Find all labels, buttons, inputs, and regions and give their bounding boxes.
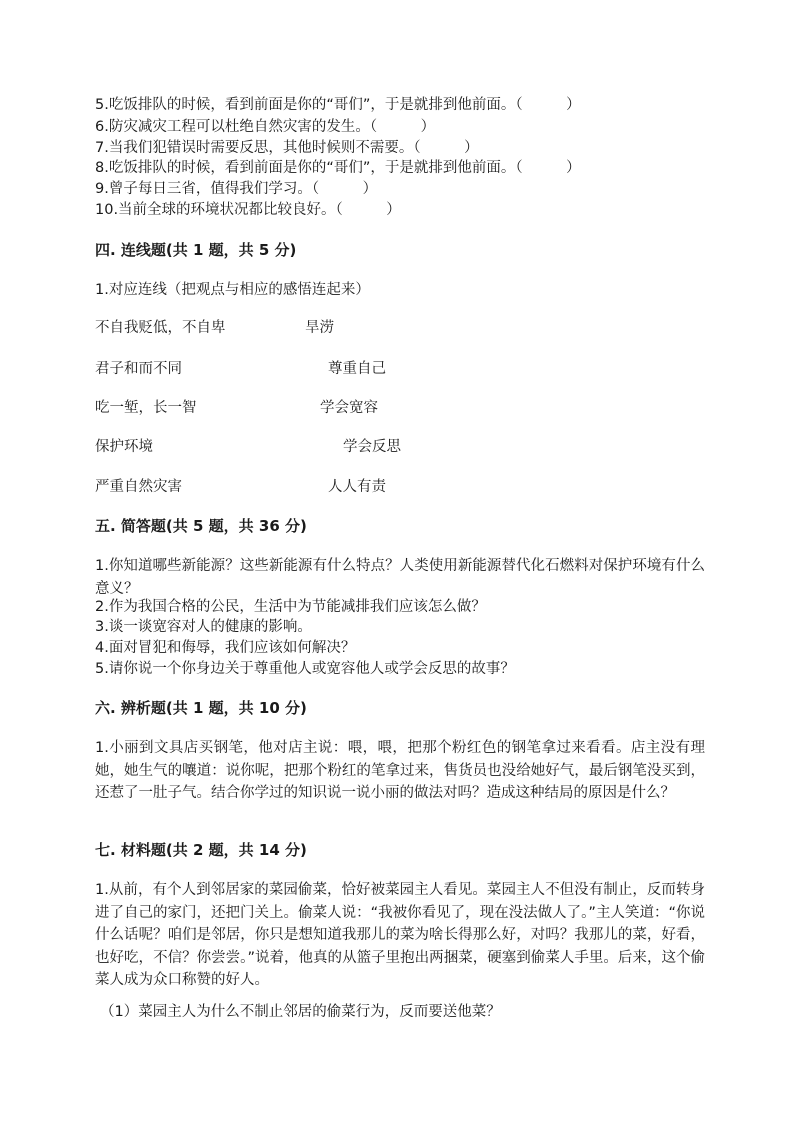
matching-question: 1.对应连线（把观点与相应的感悟连起来） <box>95 282 370 298</box>
matching-left-4: 保护环境 <box>95 439 153 455</box>
matching-right-5: 人人有责 <box>328 479 386 495</box>
section-7-heading: 七. 材料题(共 2 题，共 14 分) <box>95 841 307 859</box>
material-passage: 1.从前，有个人到邻居家的菜园偷菜，恰好被菜园主人看见。菜园主人不但没有制止，反而转身进了自己的家门，还把门关上。偷菜人说：“我被你看见了，现在没法做人了。”主人笑道：“你说什么话呢？咱们是邻居，你只是想知道我那儿的菜为啥长得那么好，对吗？我那儿的菜，好看，也好吃，不信？你尝尝。”说着，他真的从篮子里抱出两捆菜，硬塞到偷菜人手里。后来，这个偷菜人成为众口称赞的好人。 <box>95 882 705 988</box>
short-answer-3: 3.谈一谈宽容对人的健康的影响。 <box>95 619 312 635</box>
matching-right-3: 学会宽容 <box>320 400 378 416</box>
matching-left-2: 君子和而不同 <box>95 361 182 377</box>
judgment-item-8: 8.吃饭排队的时候，看到前面是你的“哥们”，于是就排到他前面。（ ） <box>95 160 581 176</box>
section-5-heading: 五. 简答题(共 5 题，共 36 分) <box>95 517 307 535</box>
matching-right-4: 学会反思 <box>343 439 401 455</box>
short-answer-2: 2.作为我国合格的公民，生活中为节能减排我们应该怎么做？ <box>95 599 486 615</box>
judgment-item-5: 5.吃饭排队的时候，看到前面是你的“哥们”，于是就排到他前面。（ ） <box>95 97 581 113</box>
matching-left-1: 不自我贬低，不自卑 <box>95 320 226 336</box>
judgment-item-6: 6.防灾减灾工程可以杜绝自然灾害的发生。（ ） <box>95 119 436 135</box>
short-answer-4: 4.面对冒犯和侮辱，我们应该如何解决？ <box>95 640 356 656</box>
section-6-heading: 六. 辨析题(共 1 题，共 10 分) <box>95 699 307 717</box>
short-answer-5: 5.请你说一个你身边关于尊重他人或宽容他人或学会反思的故事？ <box>95 661 515 677</box>
judgment-item-7: 7.当我们犯错误时需要反思，其他时候则不需要。（ ） <box>95 140 479 156</box>
matching-right-1: 旱涝 <box>305 320 334 336</box>
judgment-item-9: 9.曾子每日三省，值得我们学习。（ ） <box>95 181 378 197</box>
analysis-question-1: 1.小丽到文具店买钢笔，他对店主说：喂，喂，把那个粉红色的钢笔拿过来看看。店主没有理她，她生气的嚷道：说你呢，把那个粉红的笔拿过来，售货员也没给她好气，最后钢笔没买到，还惹了一肚子气。结合你学过的知识说一说小丽的做法对吗？造成这种结局的原因是什么？ <box>95 740 705 801</box>
matching-left-5: 严重自然灾害 <box>95 479 182 495</box>
judgment-item-10: 10.当前全球的环境状况都比较良好。（ ） <box>95 202 401 218</box>
short-answer-1: 1.你知道哪些新能源？这些新能源有什么特点？人类使用新能源替代化石燃料对保护环境有什么意义？ <box>95 558 705 597</box>
material-subquestion-1: （1）菜园主人为什么不制止邻居的偷菜行为，反而要送他菜？ <box>100 1004 501 1020</box>
section-4-heading: 四. 连线题(共 1 题，共 5 分) <box>95 241 297 259</box>
matching-left-3: 吃一堑，长一智 <box>95 400 197 416</box>
matching-right-2: 尊重自己 <box>328 361 386 377</box>
